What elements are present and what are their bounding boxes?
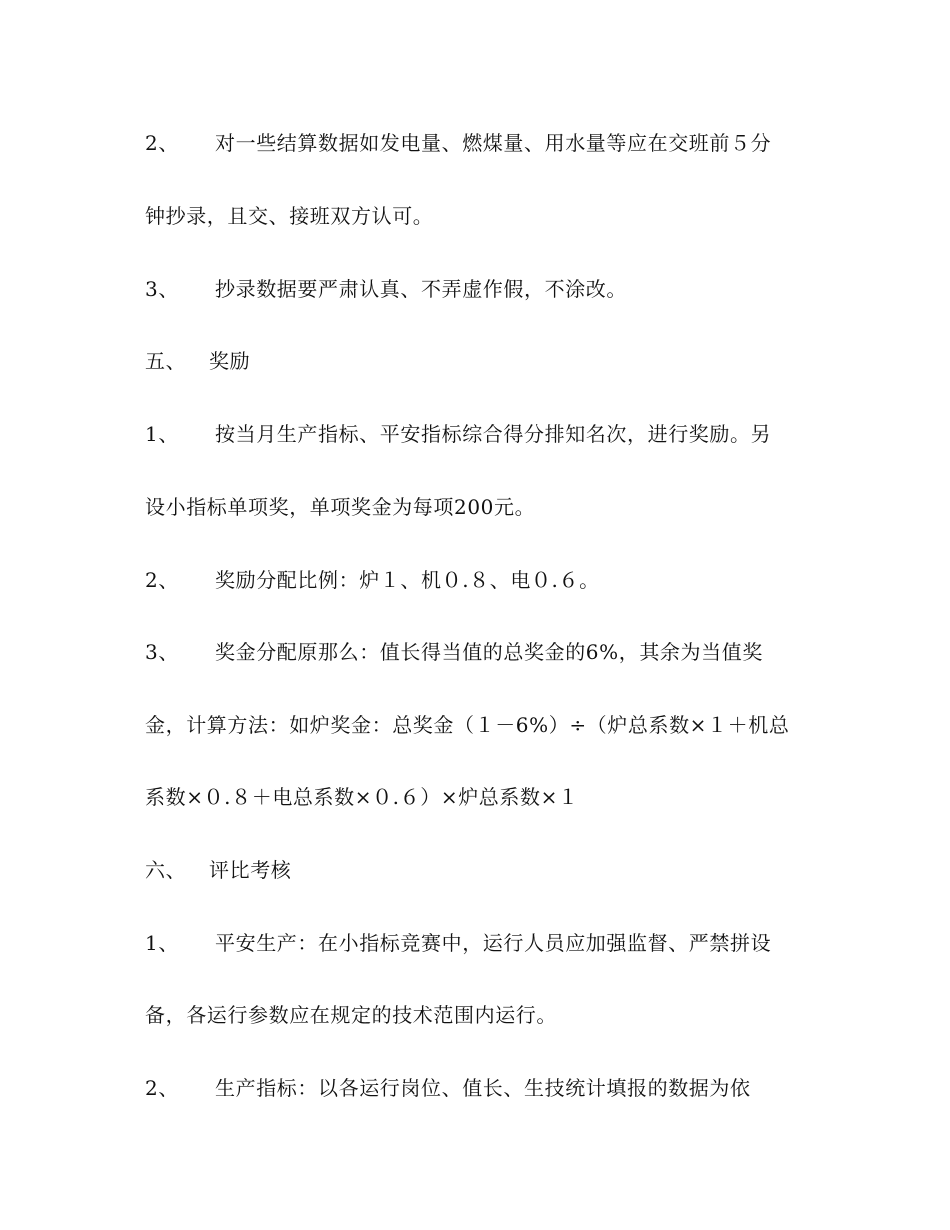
paragraph-line <box>145 711 810 739</box>
paragraph-line <box>145 420 810 448</box>
paragraph-line <box>145 638 810 666</box>
paragraph-line <box>145 1074 810 1102</box>
line-text: 钟抄录，且交、接班双方认可。 <box>145 204 434 228</box>
paragraph-line <box>145 929 810 957</box>
line-text: 按当月生产指标、平安指标综合得分排知名次，进行奖励。另 <box>215 422 772 446</box>
line-text: 设小指标单项奖，单项奖金为每项200元。 <box>145 495 536 519</box>
line-text: 平安生产：在小指标竞赛中，运行人员应加强监督、严禁拼设 <box>215 931 772 955</box>
line-text: 奖励分配比例：炉１、机０.８、电０.６。 <box>215 568 600 592</box>
section-heading <box>145 347 810 375</box>
section-title: 评比考核 <box>209 858 292 882</box>
section-heading <box>145 856 810 884</box>
section-title: 奖励 <box>209 349 251 373</box>
paragraph-line <box>145 275 810 303</box>
paragraph-line <box>145 566 810 594</box>
line-text: 对一些结算数据如发电量、燃煤量、用水量等应在交班前５分 <box>215 131 772 155</box>
item-number: 2、 <box>145 1076 179 1100</box>
item-number: 2、 <box>145 568 179 592</box>
line-text: 生产指标：以各运行岗位、值长、生技统计填报的数据为依 <box>215 1076 751 1100</box>
paragraph-line <box>145 202 810 230</box>
line-text: 金，计算方法：如炉奖金：总奖金（１－6%）÷（炉总系数×１＋机总 <box>145 713 790 737</box>
paragraph-line <box>145 129 810 157</box>
section-number: 六、 <box>145 858 187 882</box>
paragraph-line <box>145 493 810 521</box>
item-number: 1、 <box>145 931 179 955</box>
paragraph-line <box>145 783 810 811</box>
paragraph-line <box>145 1001 810 1029</box>
item-number: 1、 <box>145 422 179 446</box>
line-text: 备，各运行参数应在规定的技术范围内运行。 <box>145 1003 557 1027</box>
item-number: 3、 <box>145 640 179 664</box>
section-number: 五、 <box>145 349 187 373</box>
item-number: 2、 <box>145 131 179 155</box>
item-number: 3、 <box>145 277 179 301</box>
line-text: 奖金分配原那么：值长得当值的总奖金的6%，其余为当值奖 <box>215 640 763 664</box>
line-text: 抄录数据要严肃认真、不弄虚作假，不涂改。 <box>215 277 627 301</box>
line-text: 系数×０.８＋电总系数×０.６）×炉总系数×１ <box>145 785 579 809</box>
